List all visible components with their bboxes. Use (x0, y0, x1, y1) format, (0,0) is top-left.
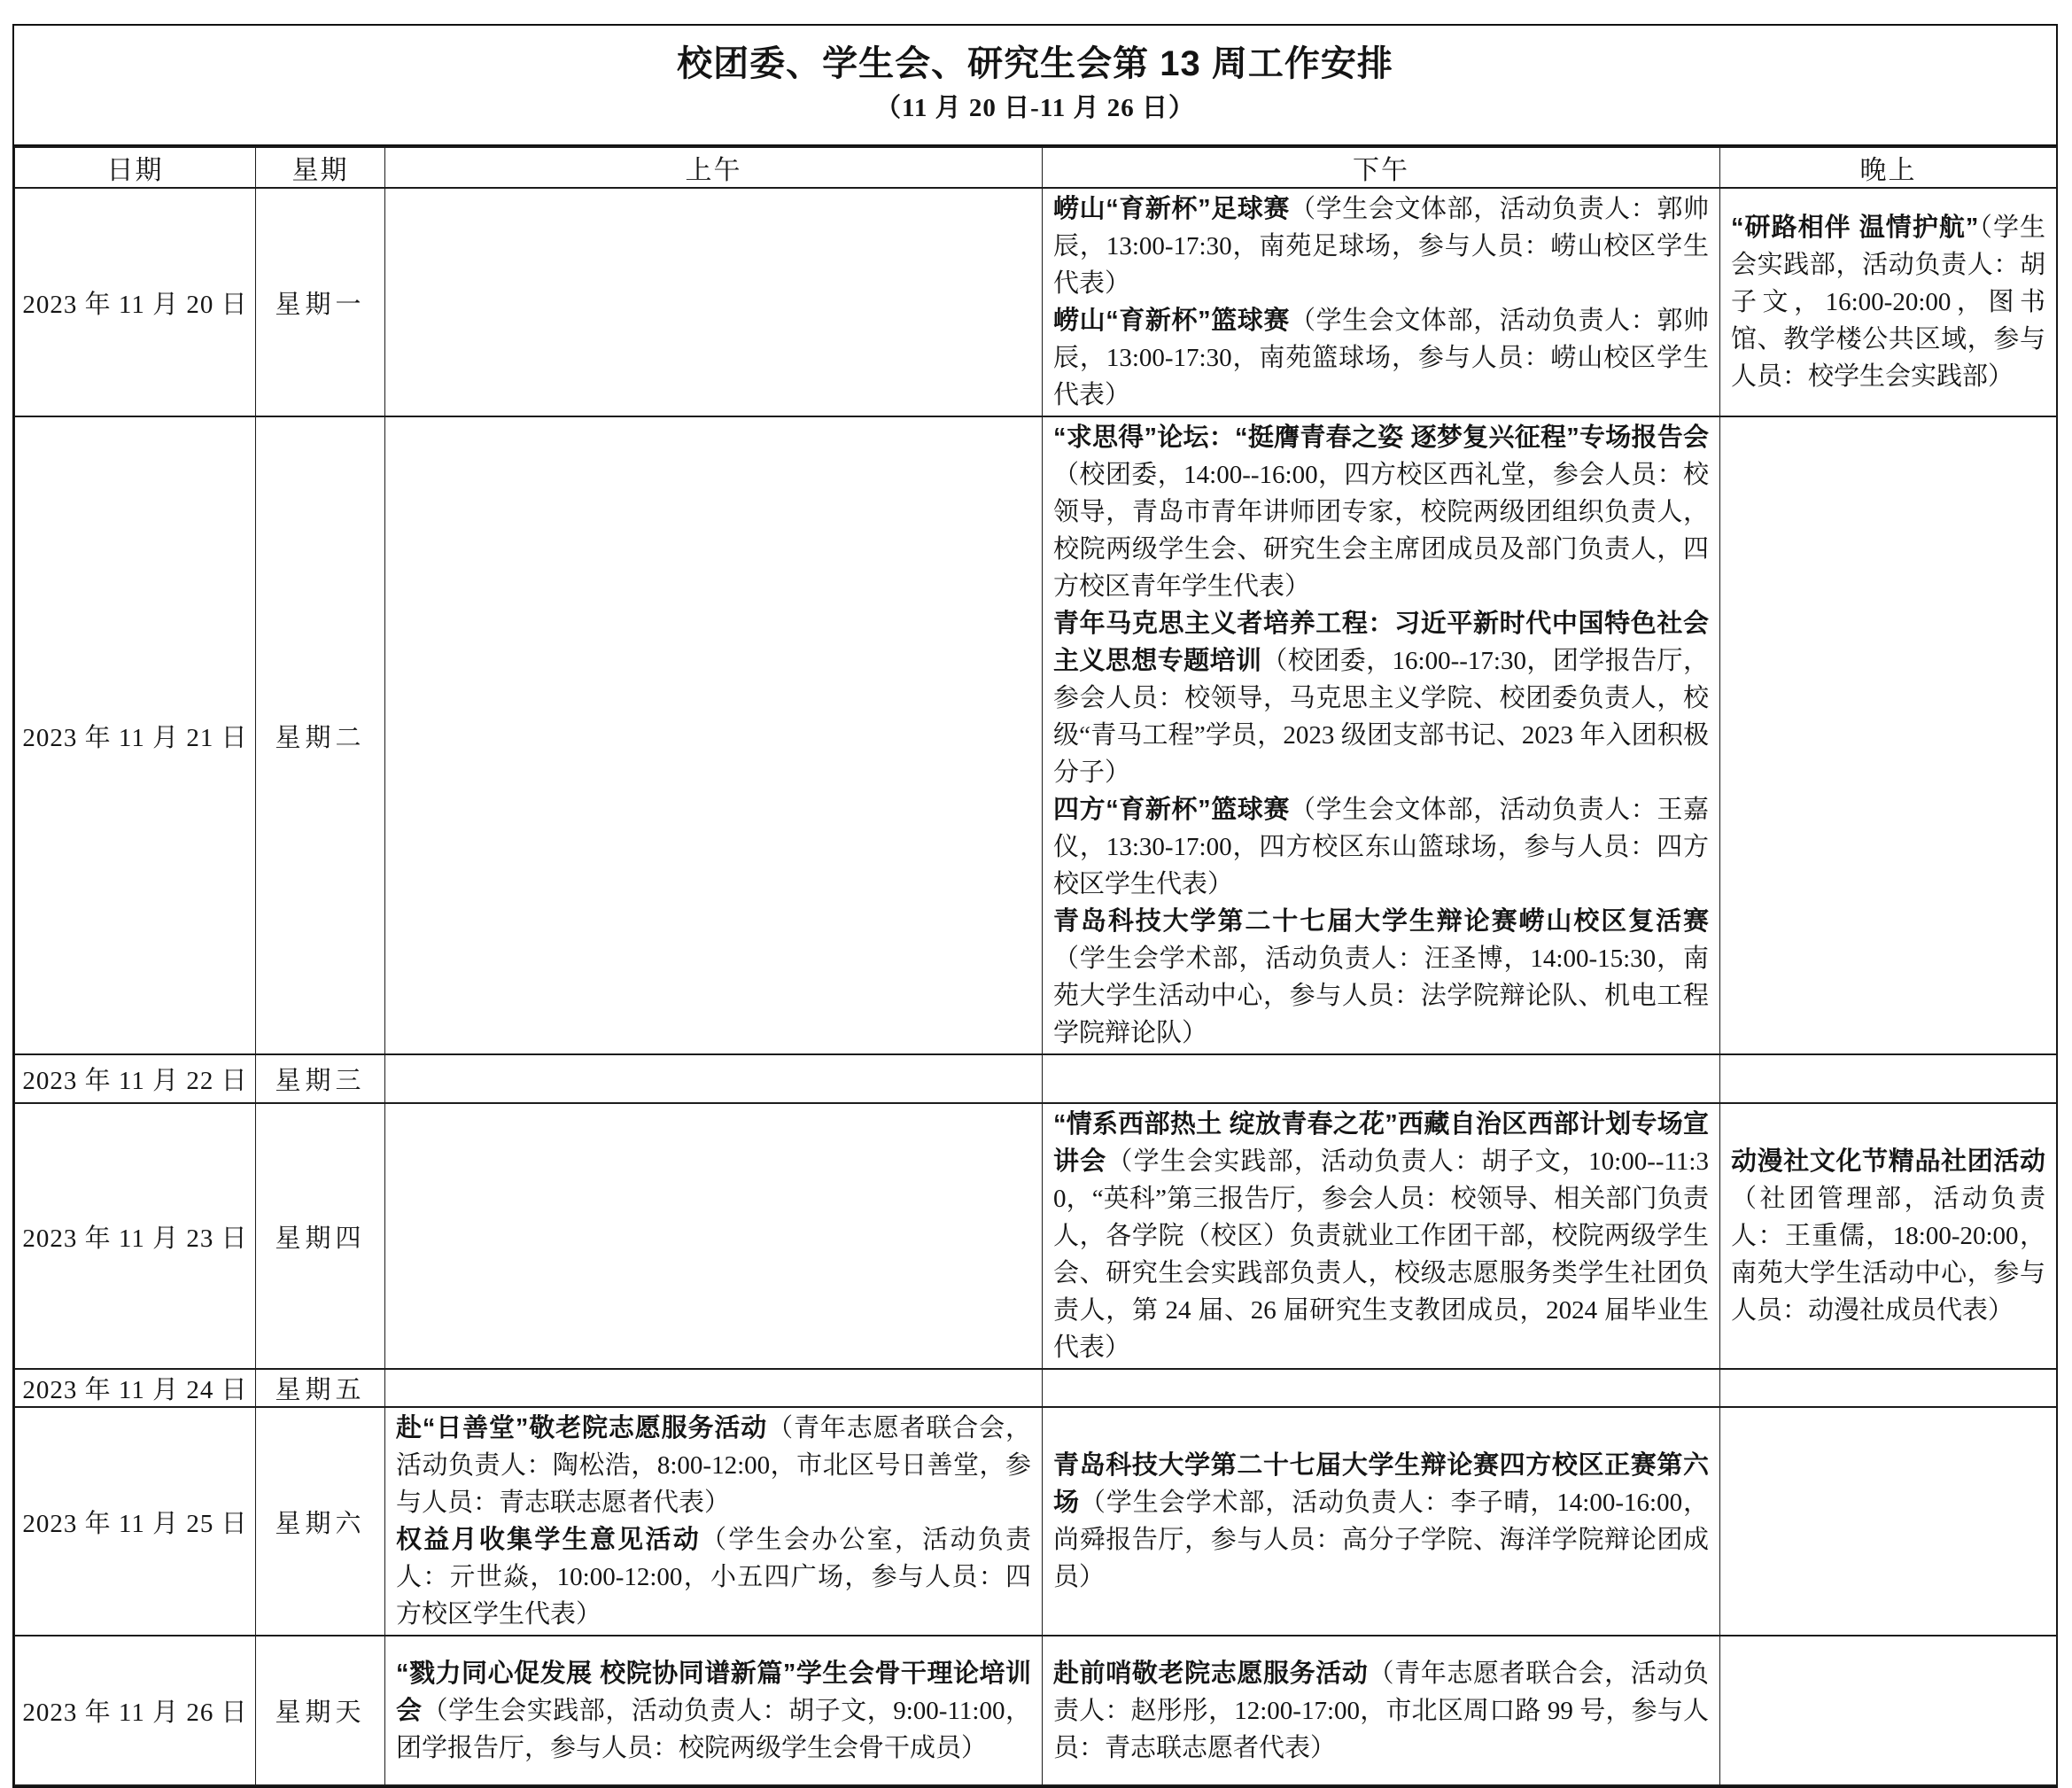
table-row (15, 1636, 2057, 1785)
date-cell: 2023 年 11 月 21 日 (15, 416, 256, 1054)
evening-cell (1720, 188, 2057, 416)
event-title: 青年马克思主义者培养工程：习近平新时代中国特色社会主义思想专题培训 (1053, 610, 1709, 675)
morning-cell (385, 1054, 1043, 1103)
event-entry (1053, 903, 1709, 1052)
date-cell: 2023 年 11 月 20 日 (15, 188, 256, 416)
event-entry (1053, 1655, 1709, 1767)
evening-cell (1720, 1369, 2057, 1407)
event-detail: （青年志愿者联合会，活动负责人：赵彤彤，12:00-17:00，市北区周口路 99 号，参与人员：青志联志愿者代表） (1053, 1659, 1709, 1762)
header-row (15, 147, 2057, 188)
weekday-cell: 星期四 (256, 1103, 385, 1369)
event-detail: （校团委，14:00--16:00，四方校区西礼堂，参会人员：校领导，青岛市青年讲师团专家，校院两级团组织负责人，校院两级学生会、研究生会主席团成员及部门负责人，四方校区青年学生代表） (1053, 461, 1709, 601)
afternoon-cell (1043, 188, 1720, 416)
afternoon-cell (1043, 1103, 1720, 1369)
event-title: 青岛科技大学第二十七届大学生辩论赛崂山校区复活赛 (1053, 907, 1709, 936)
event-entry (1053, 1106, 1709, 1366)
event-entry (1053, 190, 1709, 302)
schedule-table (14, 146, 2057, 1786)
event-title: 赴前哨敬老院志愿服务活动 (1053, 1659, 1369, 1688)
col-header-week: 星期 (256, 147, 385, 188)
event-title: “戮力同心促发展 校院协同谱新篇”学生会骨干理论培训会 (396, 1659, 1031, 1725)
event-detail: （学生会文体部，活动负责人：郭帅辰，13:00-17:30，南苑足球场，参与人员：崂山校区学生代表） (1053, 195, 1709, 298)
document-header (14, 26, 2056, 146)
evening-cell (1720, 1636, 2057, 1785)
date-cell: 2023 年 11 月 23 日 (15, 1103, 256, 1369)
morning-cell (385, 1407, 1043, 1636)
weekday-cell: 星期三 (256, 1054, 385, 1103)
afternoon-cell (1043, 1407, 1720, 1636)
col-header-evening: 晚上 (1720, 147, 2057, 188)
event-entry (396, 1655, 1031, 1767)
table-row (15, 1369, 2057, 1407)
event-detail: （青年志愿者联合会，活动负责人：陶松浩，8:00-12:00，市北区号日善堂，参与人员：青志联志愿者代表） (396, 1414, 1031, 1517)
event-detail: （校团委，16:00--17:30，团学报告厅，参会人员：校领导，马克思主义学院、校团委负责人，校级“青马工程”学员，2023 级团支部书记、2023 年入团积极分子） (1053, 647, 1709, 787)
event-detail: （学生会实践部，活动负责人：胡子文，10:00--11:30，“英科”第三报告厅，参会人员：校领导、相关部门负责人，各学院（校区）负责就业工作团干部，校院两级学生会、研究生会实践部负责人，校级志愿服务类学生社团负责人，第 24 届、26 届研究生支教团成员，2024 届毕业生代表） (1053, 1147, 1709, 1362)
event-title: “研路相伴 温情护航” (1731, 214, 1979, 242)
event-detail: （学生会文体部，活动负责人：王嘉仪，13:30-17:00，四方校区东山篮球场，参与人员：四方校区学生代表） (1053, 796, 1709, 898)
event-detail: （学生会实践部，活动负责人：胡子文，9:00-11:00，团学报告厅，参与人员：校院两级学生会骨干成员） (396, 1696, 1031, 1762)
table-row (15, 188, 2057, 416)
page-subtitle: （11 月 20 日-11 月 26 日） (875, 94, 1195, 122)
schedule-body (15, 188, 2057, 1785)
morning-cell (385, 1636, 1043, 1785)
event-entry (396, 1410, 1031, 1521)
event-entry (1053, 791, 1709, 903)
table-row (15, 1103, 2057, 1369)
morning-cell (385, 416, 1043, 1054)
event-title: 崂山“育新杯”篮球赛 (1053, 307, 1290, 335)
event-title: “情系西部热土 绽放青春之花”西藏自治区西部计划专场宣讲会 (1053, 1110, 1709, 1176)
afternoon-cell (1043, 416, 1720, 1054)
event-detail: （学生会实践部，活动负责人：胡子文，16:00-20:00，图书馆、教学楼公共区域，参与人员：校学生会实践部） (1731, 214, 2045, 391)
col-header-afternoon: 下午 (1043, 147, 1720, 188)
evening-cell (1720, 1103, 2057, 1369)
weekday-cell: 星期五 (256, 1369, 385, 1407)
date-cell: 2023 年 11 月 22 日 (15, 1054, 256, 1103)
event-entry (396, 1521, 1031, 1633)
afternoon-cell (1043, 1054, 1720, 1103)
date-cell: 2023 年 11 月 24 日 (15, 1369, 256, 1407)
event-entry (1731, 1143, 2045, 1329)
event-entry (1053, 302, 1709, 414)
morning-cell (385, 1103, 1043, 1369)
date-cell: 2023 年 11 月 25 日 (15, 1407, 256, 1636)
table-row (15, 1407, 2057, 1636)
event-title: 赴“日善堂”敬老院志愿服务活动 (396, 1414, 768, 1442)
event-title: 青岛科技大学第二十七届大学生辩论赛四方校区正赛第六场 (1053, 1451, 1709, 1517)
evening-cell (1720, 416, 2057, 1054)
afternoon-cell (1043, 1636, 1720, 1785)
event-title: 动漫社文化节精品社团活动 (1731, 1147, 2045, 1176)
event-detail: （社团管理部，活动负责人：王重儒，18:00-20:00，南苑大学生活动中心，参与人员：动漫社成员代表） (1731, 1185, 2045, 1325)
event-entry (1731, 209, 2045, 395)
afternoon-cell (1043, 1369, 1720, 1407)
event-entry (1053, 419, 1709, 605)
evening-cell (1720, 1054, 2057, 1103)
date-cell: 2023 年 11 月 26 日 (15, 1636, 256, 1785)
event-entry (1053, 605, 1709, 791)
page-title: 校团委、学生会、研究生会第 13 周工作安排 (677, 44, 1393, 83)
event-title: 权益月收集学生意见活动 (396, 1526, 701, 1554)
event-detail: （学生会文体部，活动负责人：郭帅辰，13:00-17:30，南苑篮球场，参与人员：崂山校区学生代表） (1053, 307, 1709, 409)
event-detail: （学生会办公室，活动负责人：亓世焱，10:00-12:00，小五四广场，参与人员：四方校区学生代表） (396, 1526, 1031, 1629)
event-title: “求思得”论坛：“挺膺青春之姿 逐梦复兴征程”专场报告会 (1053, 424, 1709, 452)
morning-cell (385, 1369, 1043, 1407)
weekday-cell: 星期二 (256, 416, 385, 1054)
morning-cell (385, 188, 1043, 416)
event-title: 四方“育新杯”篮球赛 (1053, 796, 1290, 824)
table-row (15, 1054, 2057, 1103)
col-header-date: 日期 (15, 147, 256, 188)
col-header-morning: 上午 (385, 147, 1043, 188)
weekday-cell: 星期天 (256, 1636, 385, 1785)
event-detail: （学生会学术部，活动负责人：汪圣博，14:00-15:30，南苑大学生活动中心，参与人员：法学院辩论队、机电工程学院辩论队） (1053, 945, 1709, 1047)
event-title: 崂山“育新杯”足球赛 (1053, 195, 1290, 223)
event-detail: （学生会学术部，活动负责人：李子晴，14:00-16:00，尚舜报告厅，参与人员：高分子学院、海洋学院辩论团成员） (1053, 1489, 1709, 1591)
table-row (15, 416, 2057, 1054)
event-entry (1053, 1447, 1709, 1596)
weekday-cell: 星期六 (256, 1407, 385, 1636)
weekday-cell: 星期一 (256, 188, 385, 416)
evening-cell (1720, 1407, 2057, 1636)
schedule-document (12, 24, 2058, 1788)
